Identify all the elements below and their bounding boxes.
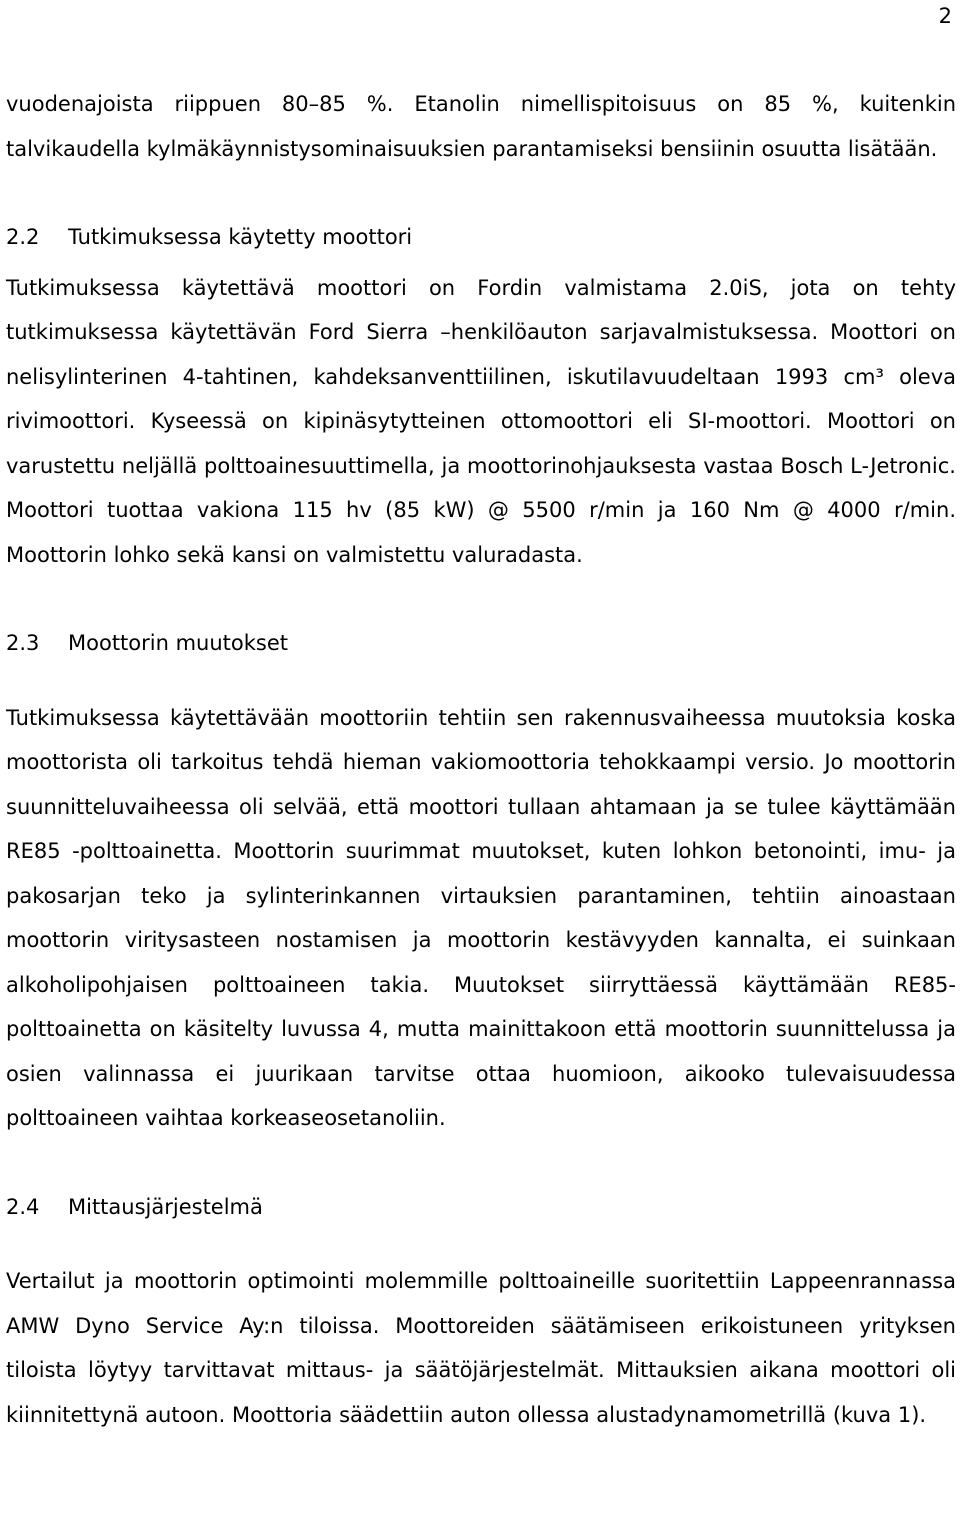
section-title: Mittausjärjestelmä	[68, 1194, 263, 1219]
document-body	[6, 82, 956, 1437]
section-number: 2.2	[6, 225, 40, 249]
section-heading-2-2	[6, 215, 956, 260]
section-heading-2-3	[6, 621, 956, 666]
section-number: 2.4	[6, 1194, 40, 1219]
section-title: Tutkimuksessa käytetty moottori	[68, 225, 413, 249]
page-number: 2	[938, 4, 952, 28]
section-number: 2.3	[6, 631, 40, 655]
section-heading-2-4	[6, 1185, 956, 1230]
section-2-4-paragraph: Vertailut ja moottorin optimointi molemmille polttoaineille suoritettiin Lappeenrannassa AMW Dyno Service Ay:n tiloissa. Moottoreiden säätämiseen erikoistuneen yrityksen tiloista löytyy tarvittavat mittaus- ja säätöjärjestelmät. Mittauksien aikana moottori oli kiinnitettynä autoon. Moottoria säädettiin auton ollessa alustadynamometrillä (kuva 1).	[6, 1269, 956, 1427]
intro-paragraph: vuodenajoista riippuen 80–85 %. Etanolin nimellispitoisuus on 85 %, kuitenkin talvikaudella kylmäkäynnistysominaisuuksien parantamiseksi bensiinin osuutta lisätään.	[6, 92, 956, 161]
section-2-2-paragraph: Tutkimuksessa käytettävä moottori on Fordin valmistama 2.0iS, jota on tehty tutkimuksessa käytettävän Ford Sierra –henkilöauton sarjavalmistuksessa. Moottori on nelisylinterinen 4-tahtinen, kahdeksanventtiilinen, iskutilavuudeltaan 1993 cm³ oleva rivimoottori. Kyseessä on kipinäsytytteinen ottomoottori eli SI-moottori. Moottori on varustettu neljällä polttoainesuuttimella, ja moottorinohjauksesta vastaa Bosch L-Jetronic. Moottori tuottaa vakiona 115 hv (85 kW) @ 5500 r/min ja 160 Nm @ 4000 r/min. Moottorin lohko sekä kansi on valmistettu valuradasta.	[6, 275, 956, 567]
section-2-3-paragraph: Tutkimuksessa käytettävään moottoriin tehtiin sen rakennusvaiheessa muutoksia koska moottorista oli tarkoitus tehdä hieman vakiomoottoria tehokkaampi versio. Jo moottorin suunnitteluvaiheessa oli selvää, että moottori tullaan ahtamaan ja se tulee käyttämään RE85 -polttoainetta. Moottorin suurimmat muutokset, kuten lohkon betonointi, imu- ja pakosarjan teko ja sylinterinkannen virtauksien parantaminen, tehtiin ainoastaan moottorin viritysasteen nostamisen ja moottorin kestävyyden kannalta, ei suinkaan alkoholipohjaisen polttoaineen takia. Muutokset siirryttäessä käyttämään RE85-polttoainetta on käsitelty luvussa 4, mutta mainittakoon että moottorin suunnittelussa ja osien valinnassa ei juurikaan tarvitse ottaa huomioon, aikooko tulevaisuudessa polttoaineen vaihtaa korkeaseosetanoliin.	[6, 705, 956, 1130]
section-title: Moottorin muutokset	[68, 631, 288, 655]
